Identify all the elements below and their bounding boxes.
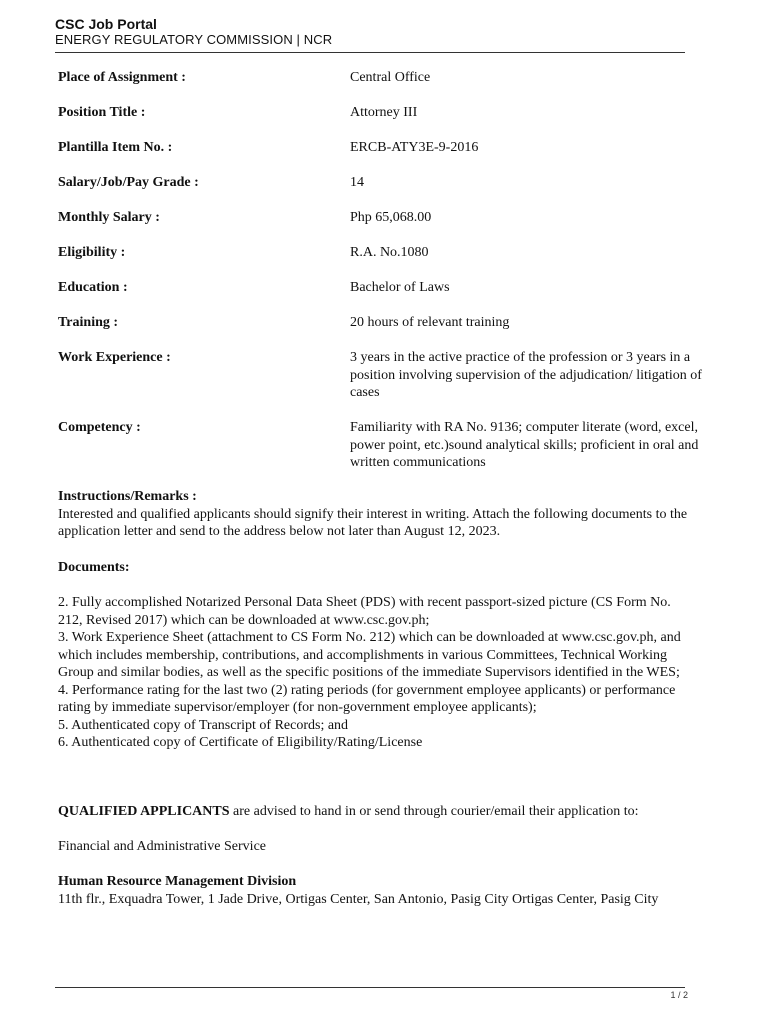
office-name: Financial and Administrative Service [58, 839, 267, 854]
portal-title: CSC Job Portal [55, 16, 157, 32]
document-item: 2. Fully accomplished Notarized Personal Data Sheet (PDS) with recent passport-sized picture (CS Form No. 212, Revised 2017) which can be downloaded at www.csc.gov.ph; [58, 595, 671, 628]
division-address: 11th flr., Exquadra Tower, 1 Jade Drive, Ortigas Center, San Antonio, Pasig City Ortigas Center, Pasig City [58, 891, 659, 907]
instructions-text: Interested and qualified applicants should signify their interest in writing. Attach the following documents to the application letter and send to the address below not later than August 12, 2023. [58, 506, 688, 539]
header-divider [55, 52, 685, 53]
field-value: Central Office [350, 70, 431, 85]
field-label: Education : [58, 280, 128, 295]
field-label: Place of Assignment : [58, 70, 186, 85]
field-value: 20 hours of relevant training [350, 315, 510, 330]
field-label: Position Title : [58, 105, 146, 120]
document-item: 5. Authenticated copy of Transcript of Records; and [58, 717, 349, 733]
instructions-section [58, 488, 698, 541]
page-header [55, 16, 685, 48]
field-value: R.A. No.1080 [350, 245, 429, 260]
agency-name: ENERGY REGULATORY COMMISSION | NCR [55, 32, 333, 47]
field-value: Familiarity with RA No. 9136; computer literate (word, excel, power point, etc.)sound analytical skills; proficient in oral and written communications [350, 420, 699, 470]
field-value: ERCB-ATY3E-9-2016 [350, 140, 479, 155]
field-label: Competency : [58, 420, 141, 435]
field-value: 14 [350, 175, 364, 190]
document-item: 6. Authenticated copy of Certificate of Eligibility/Rating/License [58, 735, 423, 750]
field-value: Bachelor of Laws [350, 280, 450, 295]
field-label: Plantilla Item No. : [58, 140, 173, 155]
document-item: 3. Work Experience Sheet (attachment to CS Form No. 212) which can be downloaded at www.csc.gov.ph, and which includes membership, contributions, and accomplishments in various Committees, Technical Working Group and similar bodies, as well as the specific positions of the immediate Supervisors identified in the WES; [58, 630, 681, 680]
qualified-applicants-lead: QUALIFIED APPLICANTS [58, 804, 230, 819]
document-item: 4. Performance rating for the last two (2) rating periods (for government employee applicants) or performance rating by immediate supervisor/employer (for non-government employee applicants); [58, 682, 676, 715]
documents-heading [58, 559, 698, 577]
field-label: Training : [58, 315, 119, 330]
instructions-heading: Instructions/Remarks : [58, 489, 197, 504]
qualified-applicants-text: are advised to hand in or send through courier/email their application to: [229, 804, 639, 819]
field-label: Work Experience : [58, 350, 171, 365]
page-number: 1 / 2 [670, 990, 688, 1000]
field-value: Php 65,068.00 [350, 210, 432, 225]
documents-heading-label: Documents: [58, 560, 130, 575]
footer-divider [55, 987, 685, 988]
field-label: Eligibility : [58, 245, 126, 260]
division-name: Human Resource Management Division [58, 874, 297, 889]
field-label: Monthly Salary : [58, 210, 160, 225]
field-value: Attorney III [350, 105, 418, 120]
division-section [58, 873, 678, 908]
field-value: 3 years in the active practice of the profession or 3 years in a position involving supervision of the adjudication/ litigation of cases [350, 350, 702, 400]
field-label: Salary/Job/Pay Grade : [58, 175, 199, 190]
qualified-applicants-note [58, 803, 698, 821]
documents-list [58, 594, 690, 752]
